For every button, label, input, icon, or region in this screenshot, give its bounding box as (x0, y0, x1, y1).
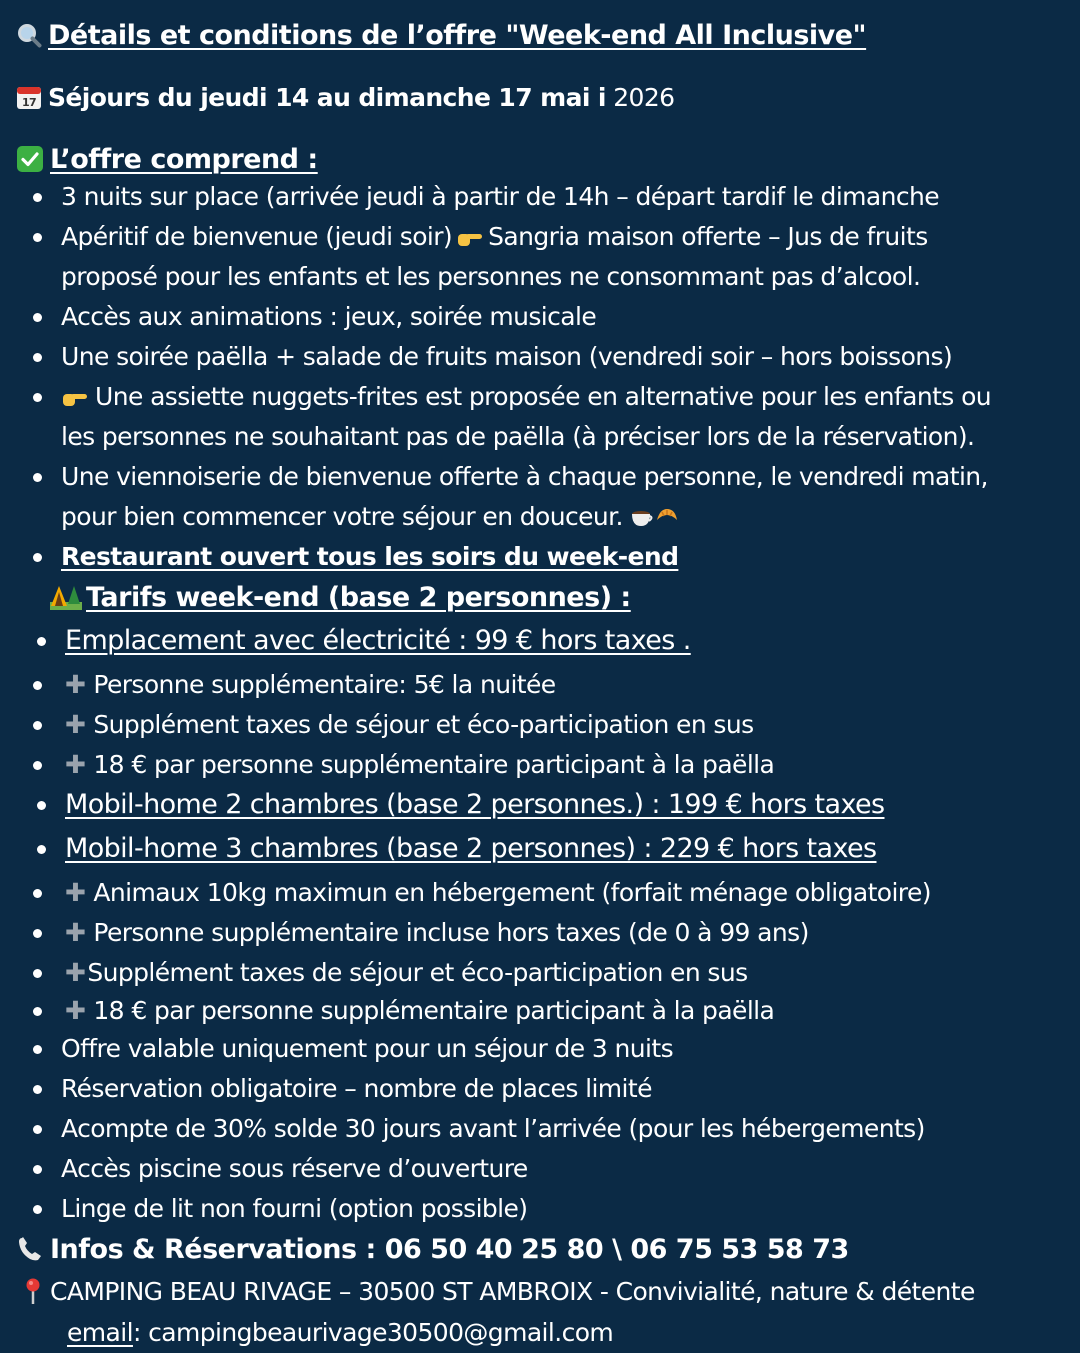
bullet (33, 1045, 42, 1054)
list-item-continued: proposé pour les enfants et les personnes ne consommant pas d’alcool. (61, 262, 921, 291)
plus-icon: ✚ (65, 750, 86, 779)
calendar-icon (16, 78, 42, 118)
bullet (33, 721, 42, 730)
mobil-home-3-price: Mobil-home 3 chambres (base 2 personnes) : 229 € hors taxes (65, 833, 877, 864)
plus-icon: ✚ (65, 878, 86, 907)
email-address[interactable]: : campingbeaurivage30500@gmail.com (132, 1318, 614, 1347)
bullet (33, 761, 42, 770)
bullet (33, 1165, 42, 1174)
list-item: ✚ 18 € par personne supplémentaire participant à la paëlla (65, 996, 775, 1025)
list-item: ✚ Personne supplémentaire: 5€ la nuitée (65, 670, 556, 699)
bullet (33, 1125, 42, 1134)
bullet (33, 889, 42, 898)
list-item: Une assiette nuggets-frites est proposée en alternative pour les enfants ou (61, 377, 991, 417)
list-item: Une viennoiserie de bienvenue offerte à chaque personne, le vendredi matin, (61, 462, 988, 491)
email-label[interactable]: email (67, 1318, 133, 1347)
page-title: Détails et conditions de l’offre "Week-end All Inclusive" (48, 20, 867, 51)
list-item: ✚ 18 € par personne supplémentaire participant à la paëlla (65, 750, 775, 779)
bullet (33, 353, 42, 362)
bullet (33, 193, 42, 202)
list-item: ✚ Personne supplémentaire incluse hors taxes (de 0 à 99 ans) (65, 918, 809, 947)
camping-tent-icon (50, 578, 82, 618)
address-line (22, 1272, 975, 1312)
bullet (33, 553, 42, 562)
magnifier-icon (16, 16, 42, 56)
offer-section-title: L’offre comprend : (16, 140, 318, 180)
bullet (33, 473, 42, 482)
pointing-hand-icon (61, 377, 89, 417)
bullet (33, 1085, 42, 1094)
plus-icon: ✚ (65, 670, 86, 699)
list-item-continued: pour bien commencer votre séjour en douceur. (61, 497, 680, 537)
email-line (67, 1313, 613, 1353)
bullet (33, 681, 42, 690)
plus-icon: ✚ (65, 710, 86, 739)
croissant-icon (654, 497, 680, 537)
list-item: ✚Supplément taxes de séjour et éco-participation en sus (65, 958, 748, 987)
check-icon (16, 140, 44, 180)
list-item: Accès aux animations : jeux, soirée musicale (61, 302, 597, 331)
phone-line (16, 1230, 849, 1270)
condition-item: Acompte de 30% solde 30 jours avant l’arrivée (pour les hébergements) (61, 1114, 925, 1143)
condition-item: Accès piscine sous réserve d’ouverture (61, 1154, 528, 1183)
dates-text: Séjours du jeudi 14 au dimanche 17 mai i (48, 83, 606, 112)
list-item: Apéritif de bienvenue (jeudi soir) Sangria maison offerte – Jus de fruits (61, 217, 928, 257)
list-item-continued: les personnes ne souhaitant pas de paëlla (à préciser lors de la réservation). (61, 422, 975, 451)
bullet (37, 637, 46, 646)
dates-line (16, 78, 674, 118)
emplacement-price: Emplacement avec électricité : 99 € hors taxes . (65, 625, 691, 656)
dates-year: 2026 (613, 83, 675, 112)
offer-heading (16, 16, 866, 56)
bullet (37, 845, 46, 854)
address-text: CAMPING BEAU RIVAGE – 30500 ST AMBROIX - Convivialité, nature & détente (50, 1277, 975, 1306)
tarifs-title: Tarifs week-end (base 2 personnes) : (50, 578, 631, 618)
location-pin-icon (22, 1272, 44, 1312)
plus-icon: ✚ (65, 996, 86, 1025)
restaurant-note: Restaurant ouvert tous les soirs du week-end (61, 542, 679, 571)
list-item: Une soirée paëlla + salade de fruits maison (vendredi soir – hors boissons) (61, 342, 953, 371)
bullet (33, 929, 42, 938)
list-item: ✚ Animaux 10kg maximun en hébergement (forfait ménage obligatoire) (65, 878, 931, 907)
coffee-cup-icon (630, 497, 654, 537)
plus-icon: ✚ (65, 958, 86, 987)
pointing-hand-icon (456, 217, 484, 257)
plus-icon: ✚ (65, 918, 86, 947)
bullet (37, 801, 46, 810)
list-item: ✚ Supplément taxes de séjour et éco-participation en sus (65, 710, 754, 739)
bullet (33, 313, 42, 322)
bullet (33, 233, 42, 242)
bullet (33, 969, 42, 978)
mobil-home-2-price: Mobil-home 2 chambres (base 2 personnes.) : 199 € hors taxes (65, 789, 885, 820)
condition-item: Linge de lit non fourni (option possible) (61, 1194, 528, 1223)
list-item: 3 nuits sur place (arrivée jeudi à partir de 14h – départ tardif le dimanche (61, 182, 940, 211)
bullet (33, 1205, 42, 1214)
phone-numbers[interactable]: Infos & Réservations : 06 50 40 25 80 \ 06 75 53 58 73 (50, 1234, 849, 1265)
condition-item: Offre valable uniquement pour un séjour de 3 nuits (61, 1034, 674, 1063)
phone-icon (16, 1230, 44, 1270)
svg-text:17: 17 (21, 96, 37, 109)
bullet (33, 1007, 42, 1016)
condition-item: Réservation obligatoire – nombre de places limité (61, 1074, 652, 1103)
bullet (33, 393, 42, 402)
